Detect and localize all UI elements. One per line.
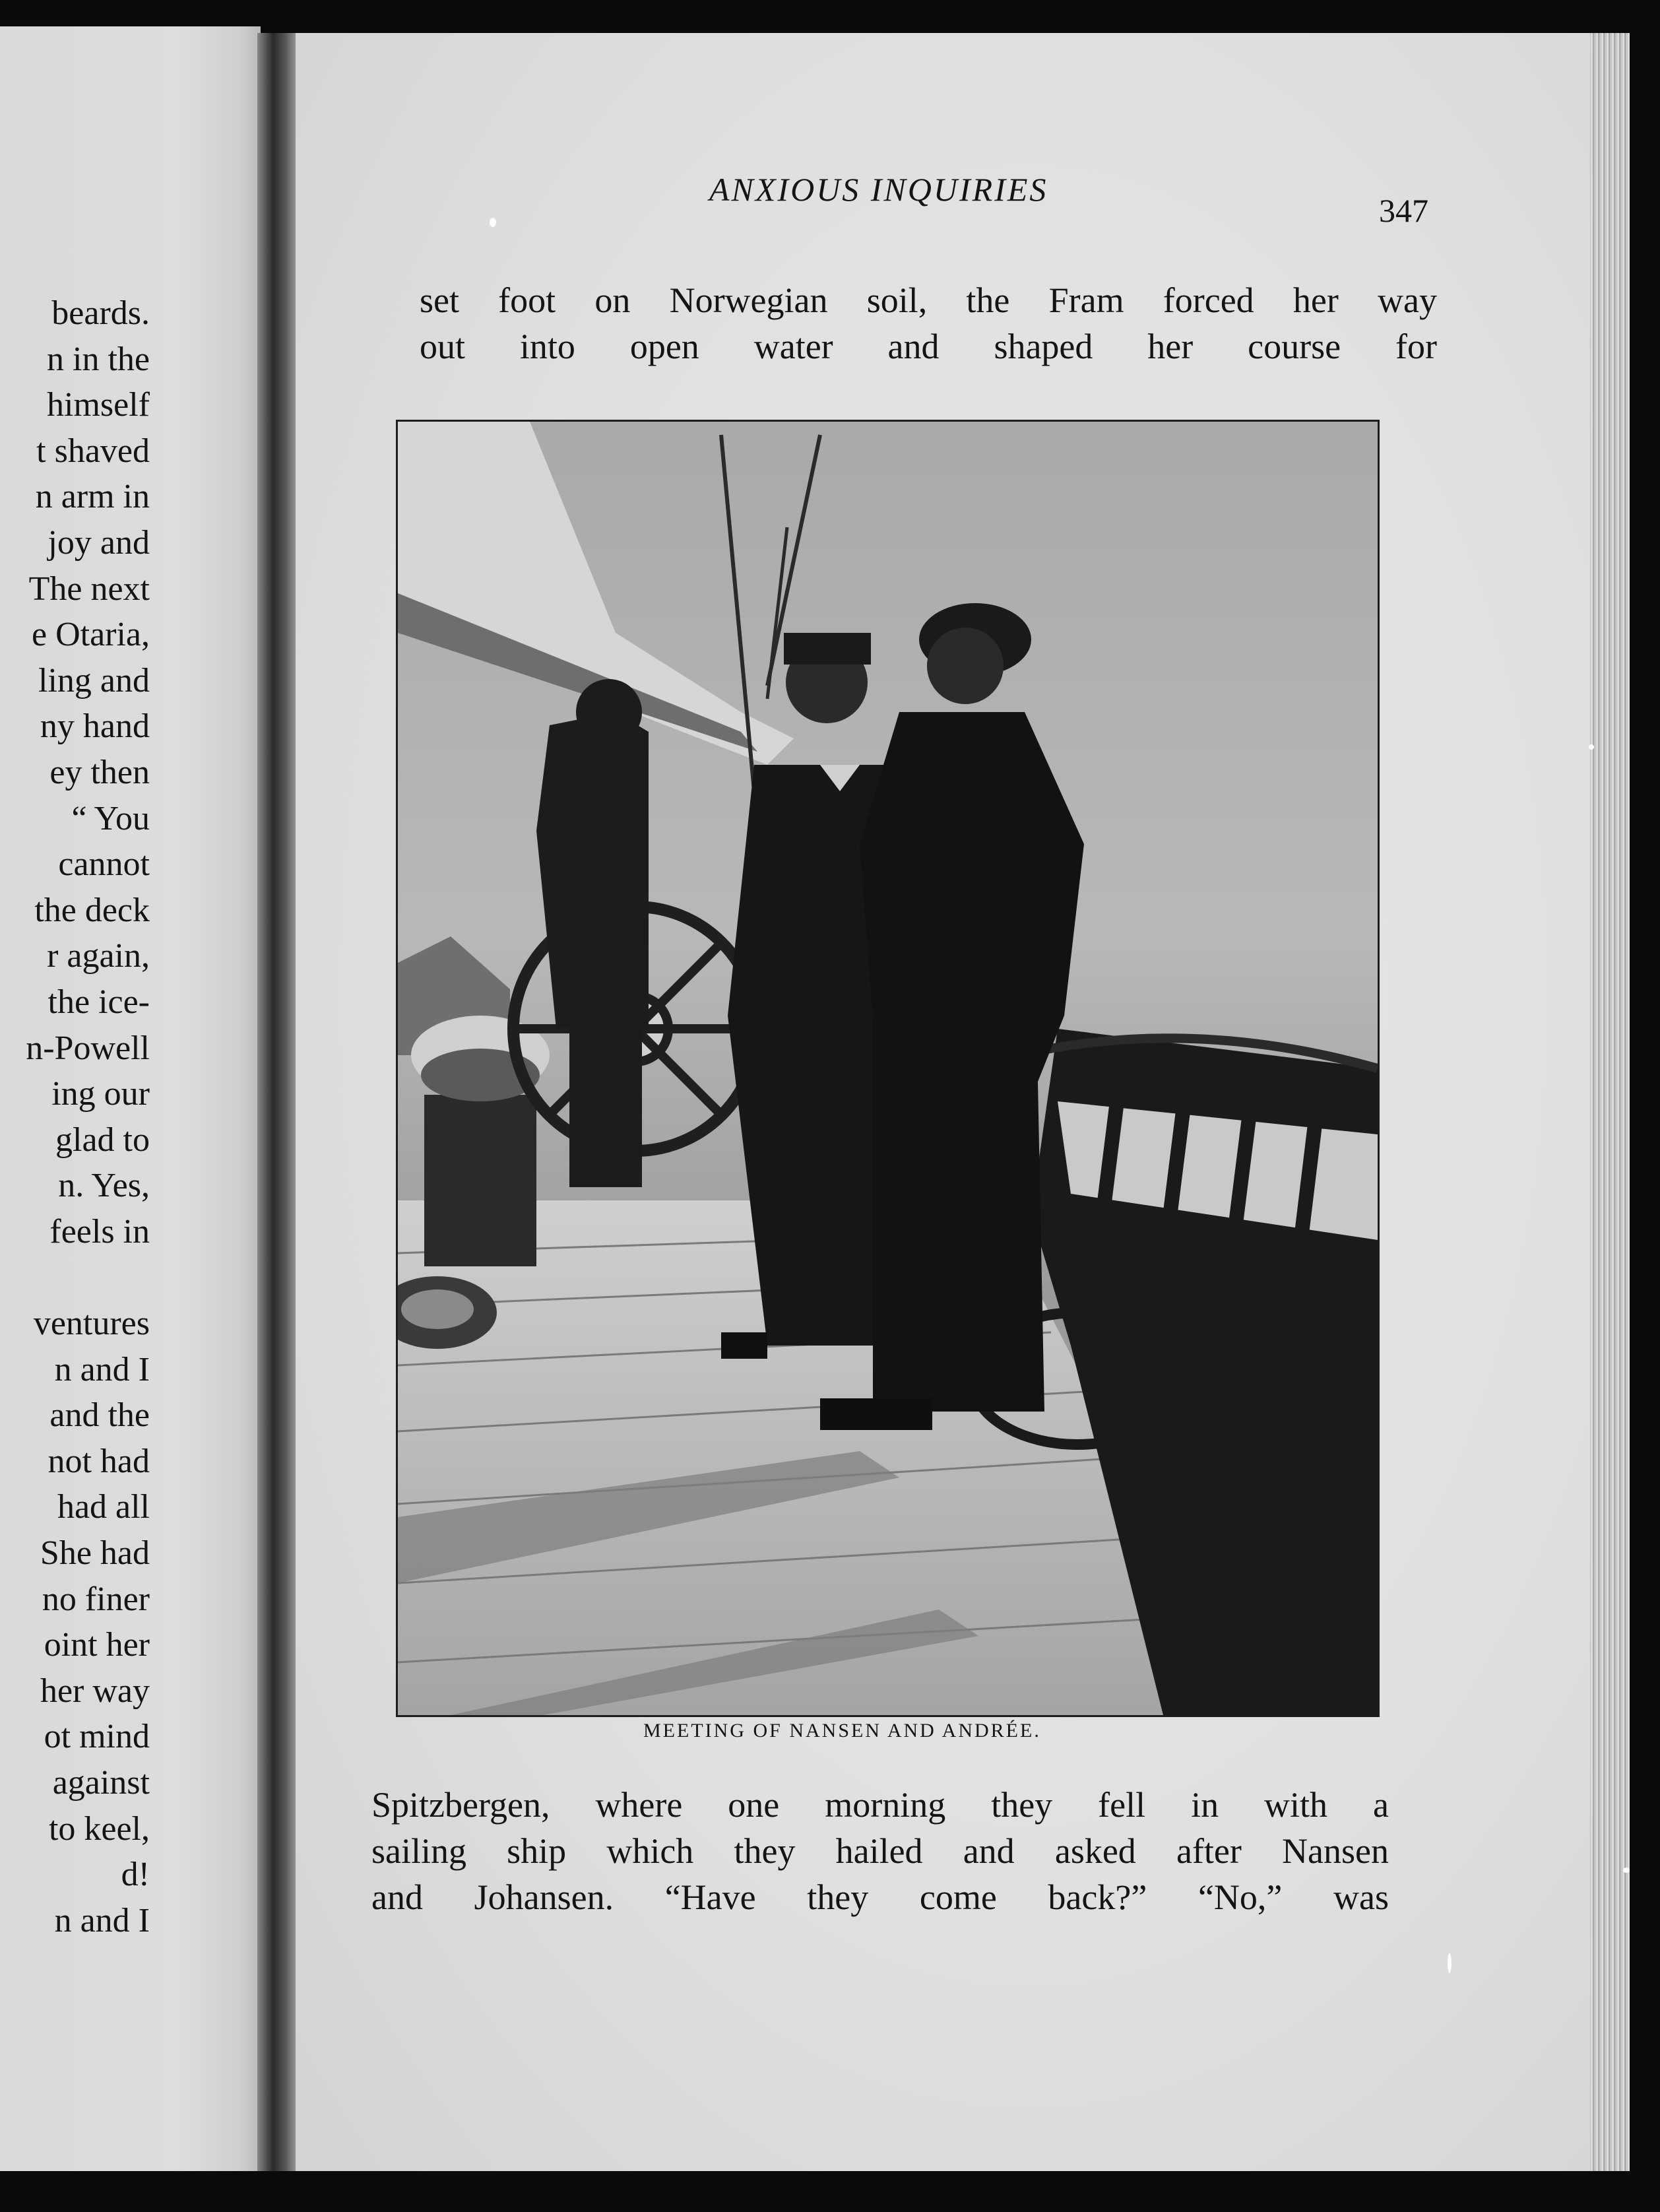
bottom-text-line-1: Spitzbergen, where one morning they fell in with a bbox=[371, 1785, 1389, 1825]
scan-speck bbox=[490, 218, 496, 227]
left-page-line: not had bbox=[48, 1442, 150, 1480]
left-page-line: n and I bbox=[54, 1901, 150, 1939]
left-page-text bbox=[26, 290, 150, 1943]
left-page-line: ing our bbox=[51, 1075, 150, 1113]
left-page-line: the ice- bbox=[48, 983, 150, 1021]
scan-speck bbox=[1589, 744, 1594, 750]
top-text-line-1: set foot on Norwegian soil, the Fram forced her way bbox=[420, 280, 1437, 320]
left-page-line: ot mind bbox=[44, 1718, 150, 1756]
left-page-line: joy and bbox=[48, 523, 150, 562]
page-edges bbox=[1590, 33, 1630, 2171]
photograph-nansen-andree bbox=[396, 420, 1380, 1717]
left-page-line: n and I bbox=[54, 1350, 150, 1388]
left-page-line: “ You bbox=[71, 799, 150, 837]
left-page-line: ny hand bbox=[40, 707, 150, 746]
scan-speck bbox=[1448, 1953, 1452, 1973]
page-number: 347 bbox=[1379, 192, 1428, 229]
left-page-line bbox=[26, 1254, 150, 1301]
left-page-line: oint her bbox=[44, 1626, 150, 1664]
left-page-line: her way bbox=[40, 1672, 150, 1710]
top-text-line-2: out into open water and shaped her course for bbox=[420, 327, 1437, 366]
bottom-text-line-2: sailing ship which they hailed and asked after Nansen bbox=[371, 1831, 1389, 1871]
left-page-line: feels in bbox=[49, 1212, 150, 1251]
left-page-line: d! bbox=[121, 1856, 150, 1894]
running-head: ANXIOUS INQUIRIES bbox=[709, 171, 1048, 208]
left-page-line: beards. bbox=[51, 294, 150, 332]
left-page-line: against bbox=[52, 1764, 150, 1802]
left-page-line: She had bbox=[40, 1534, 150, 1573]
left-page-line: ey then bbox=[49, 753, 150, 791]
left-page-line: himself bbox=[47, 386, 150, 424]
book-gutter bbox=[257, 33, 297, 2171]
bottom-paragraph bbox=[371, 1782, 1389, 1920]
left-page-line: ventures bbox=[33, 1305, 150, 1343]
left-page-line: n-Powell bbox=[26, 1029, 150, 1067]
left-page-line: n arm in bbox=[35, 478, 150, 516]
left-page-line: r again, bbox=[47, 937, 150, 975]
left-page-line: no finer bbox=[42, 1580, 150, 1618]
left-page-line: to keel, bbox=[48, 1809, 150, 1848]
left-page-line: n in the bbox=[47, 340, 150, 378]
left-page-line: glad to bbox=[55, 1121, 150, 1159]
left-page-line: n. Yes, bbox=[58, 1167, 150, 1205]
left-page-line: cannot bbox=[58, 845, 150, 884]
scan-speck bbox=[1623, 1868, 1630, 1873]
left-page bbox=[0, 26, 261, 2171]
left-page-line: the deck bbox=[34, 891, 150, 929]
bottom-text-line-3: and Johansen. “Have they come back?” “No,” was bbox=[371, 1877, 1389, 1917]
left-page-line: had all bbox=[57, 1488, 150, 1526]
left-page-line: ling and bbox=[38, 661, 150, 699]
left-page-line: and the bbox=[49, 1396, 150, 1435]
left-page-line: e Otaria, bbox=[31, 616, 150, 654]
left-page-line: t shaved bbox=[36, 432, 150, 470]
left-page-line: The next bbox=[28, 569, 150, 608]
photo-caption: MEETING OF NANSEN AND ANDRÉE. bbox=[643, 1720, 1041, 1741]
top-paragraph bbox=[420, 277, 1437, 370]
